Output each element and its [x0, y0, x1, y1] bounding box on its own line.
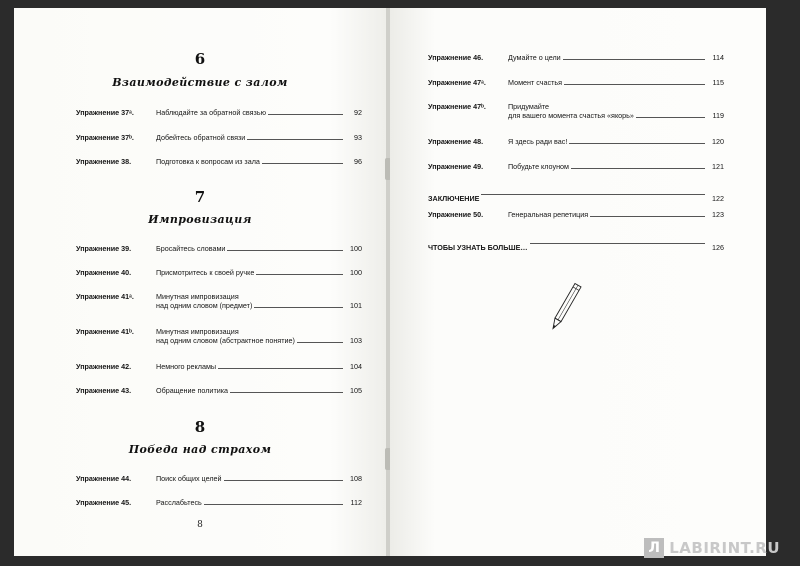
dot-leader: [247, 133, 343, 140]
toc-label: Упражнение 46.: [428, 53, 484, 62]
watermark: [644, 538, 780, 558]
toc-page: 108: [350, 474, 362, 483]
dot-leader: [590, 210, 705, 217]
toc-label: Упражнение 37ᵇ.: [76, 133, 134, 142]
toc-label: Упражнение 48.: [428, 137, 484, 146]
dot-leader: [297, 336, 343, 343]
toc-label: Упражнение 47ᵃ.: [428, 78, 486, 87]
toc-title: Бросайтесь словами: [156, 244, 226, 253]
toc-title: Придумайте: [508, 102, 550, 111]
toc-label: Упражнение 40.: [76, 268, 132, 277]
toc-title: Поиск общих целей: [156, 474, 222, 483]
toc-label: Упражнение 47ᵇ.: [428, 102, 486, 111]
dot-leader: [563, 53, 705, 60]
dot-leader: [224, 474, 343, 481]
toc-title: Момент счастья: [508, 78, 563, 87]
toc-row: [76, 474, 362, 483]
toc-label: Упражнение 43.: [76, 386, 132, 395]
dot-leader: [254, 301, 343, 308]
toc-row: [76, 327, 362, 345]
page-number: 8: [197, 520, 203, 530]
toc-title-cont: над одним словом (абстрактное понятие): [156, 336, 295, 345]
dot-leader: [204, 498, 343, 505]
dot-leader: [268, 108, 343, 115]
toc-title: Генеральная репетиция: [508, 210, 589, 219]
toc-label: Упражнение 44.: [76, 474, 132, 483]
toc-page: 115: [712, 78, 724, 87]
toc-label: Упражнение 38.: [76, 157, 132, 166]
dot-leader: [481, 194, 705, 195]
conclusion-label: ЗАКЛЮЧЕНИЕ: [428, 194, 480, 203]
toc-label: Упражнение 49.: [428, 162, 484, 171]
toc-title: Обращение политика: [156, 386, 229, 395]
book-spread: [14, 8, 766, 556]
dot-leader: [564, 78, 705, 85]
toc-title: Подготовка к вопросам из зала: [156, 157, 260, 166]
toc-title: Минутная импровизация: [156, 327, 239, 336]
toc-title-cont: для вашего момента счастья «якорь»: [508, 111, 634, 120]
toc-page: 104: [350, 362, 362, 371]
toc-page: 92: [354, 108, 362, 117]
toc-row: [76, 498, 362, 507]
chapter-title: Взаимодействие с залом: [112, 76, 288, 89]
dot-leader: [262, 157, 343, 164]
toc-page: 103: [350, 336, 362, 345]
chapter-number: 6: [194, 50, 206, 68]
toc-row: [76, 244, 362, 253]
pencil-icon: [546, 276, 586, 336]
right-page: [390, 8, 766, 556]
toc-row: [76, 292, 362, 310]
toc-title: Побудьте клоуном: [508, 162, 569, 171]
toc-row-conclusion: [428, 194, 724, 203]
toc-row: [76, 386, 362, 395]
toc-label: Упражнение 37ᵃ.: [76, 108, 134, 117]
toc-page: 120: [712, 137, 724, 146]
toc-row: [428, 210, 724, 219]
toc-label: Упражнение 50.: [428, 210, 484, 219]
toc-title-cont: над одним словом (предмет): [156, 301, 253, 310]
toc-row: [428, 137, 724, 146]
dot-leader: [636, 111, 705, 118]
toc-title: Присмотритесь к своей ручке: [156, 268, 255, 277]
toc-title: Расслабьтесь: [156, 498, 202, 507]
labirint-logo-icon: Л: [644, 538, 664, 558]
toc-page: 122: [712, 194, 724, 203]
dot-leader: [569, 137, 705, 144]
watermark-text: LABIRINT.RU: [669, 539, 780, 557]
toc-row-more: [428, 243, 724, 252]
chapter-number: 8: [194, 418, 206, 436]
toc-title: Добейтесь обратной связи: [156, 133, 246, 142]
chapter-title: Победа над страхом: [128, 443, 272, 456]
dot-leader: [256, 268, 343, 275]
toc-page: 123: [712, 210, 724, 219]
chapter-title: Импровизация: [148, 213, 252, 226]
toc-label: Упражнение 39.: [76, 244, 132, 253]
toc-title: Немного рекламы: [156, 362, 217, 371]
toc-title: Я здесь ради вас!: [508, 137, 568, 146]
chapter-number: 7: [194, 188, 206, 206]
toc-row: [76, 362, 362, 371]
toc-label: Упражнение 41ᵇ.: [76, 327, 134, 336]
toc-row: [428, 78, 724, 87]
toc-title: Думайте о цели: [508, 53, 561, 62]
toc-row: [428, 53, 724, 62]
toc-page: 114: [712, 53, 724, 62]
toc-title: Наблюдайте за обратной связью: [156, 108, 266, 117]
more-label: ЧТОБЫ УЗНАТЬ БОЛЬШЕ…: [428, 243, 528, 252]
toc-label: Упражнение 42.: [76, 362, 132, 371]
toc-row: [428, 162, 724, 171]
toc-page: 93: [354, 133, 362, 142]
toc-row: [428, 102, 724, 120]
toc-page: 100: [350, 244, 362, 253]
toc-page: 96: [354, 157, 362, 166]
left-page: [14, 8, 386, 556]
toc-row: [76, 108, 362, 117]
toc-page: 119: [712, 111, 724, 120]
dot-leader: [530, 243, 705, 244]
toc-label: Упражнение 41ᵃ.: [76, 292, 134, 301]
toc-page: 101: [350, 301, 362, 310]
dot-leader: [227, 244, 343, 251]
dot-leader: [571, 162, 705, 169]
toc-page: 100: [350, 268, 362, 277]
toc-row: [76, 133, 362, 142]
toc-title: Минутная импровизация: [156, 292, 239, 301]
toc-label: Упражнение 45.: [76, 498, 132, 507]
toc-page: 112: [350, 498, 362, 507]
toc-page: 121: [712, 162, 724, 171]
toc-row: [76, 157, 362, 166]
toc-page: 105: [350, 386, 362, 395]
dot-leader: [218, 362, 343, 369]
toc-page: 126: [712, 243, 724, 252]
dot-leader: [230, 386, 343, 393]
toc-row: [76, 268, 362, 277]
